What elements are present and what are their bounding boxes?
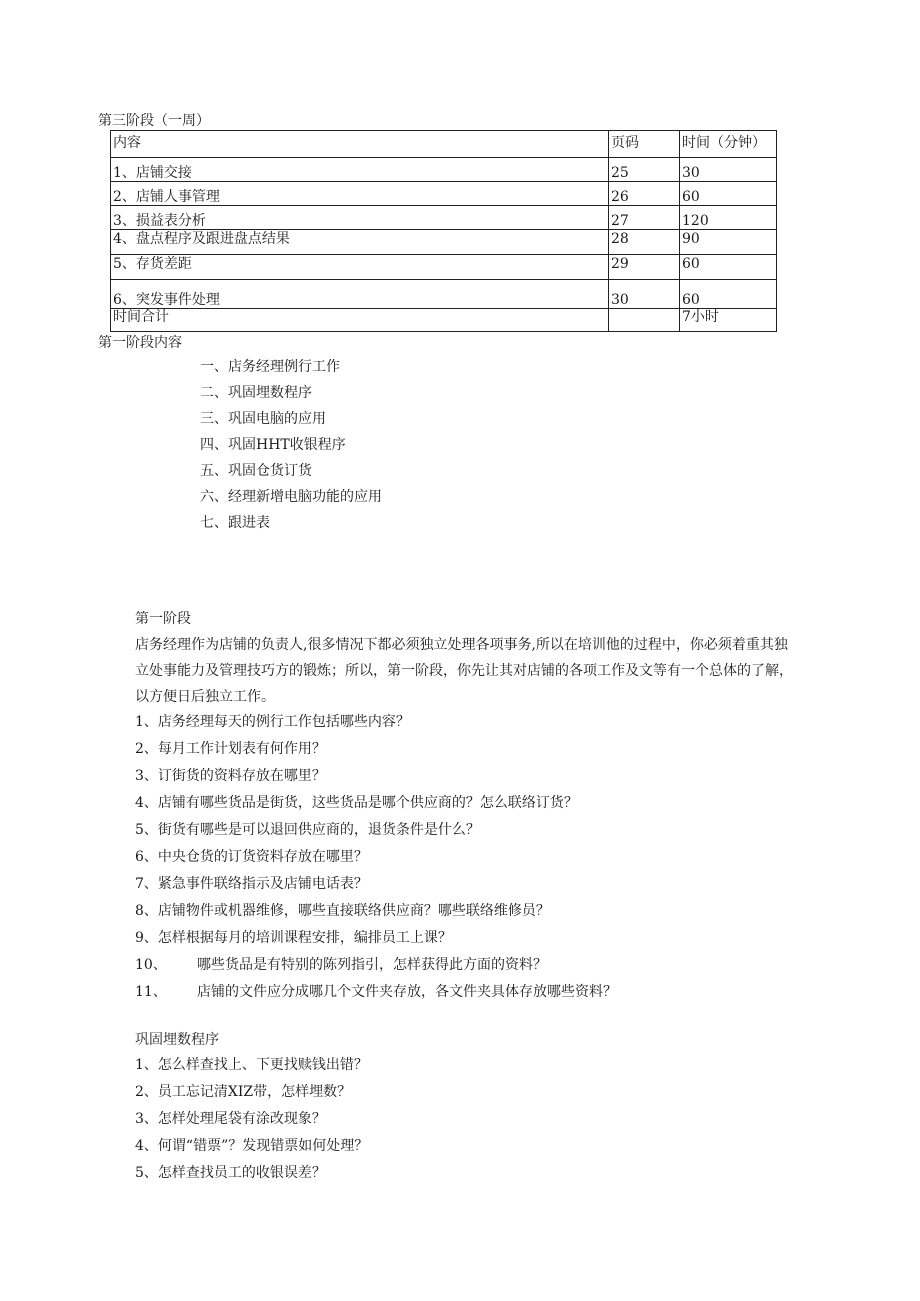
list-item: 五、巩固仓货订货 (200, 463, 312, 479)
row-content: 5、存货差距 (111, 255, 609, 280)
consolidate-questions (135, 1055, 795, 1190)
phase1-contents-list (200, 357, 382, 539)
question-text: 中央仓货的订货资料存放在哪里？ (157, 849, 368, 865)
question-number: 6、 (135, 849, 158, 865)
question-number: 4、 (135, 795, 158, 811)
list-item (135, 928, 795, 955)
list-item (135, 874, 795, 901)
phase1-title: 第一阶段 (135, 611, 191, 627)
question-number: 4、 (135, 1138, 158, 1154)
row-content: 2、店铺人事管理 (111, 182, 609, 206)
list-item: 二、巩固埋数程序 (200, 385, 312, 401)
question-text: 每月工作计划表有何作用？ (157, 741, 326, 757)
list-item (135, 1055, 795, 1082)
list-item (135, 1136, 795, 1163)
question-number: 3、 (135, 768, 158, 784)
row-page: 27 (609, 206, 680, 230)
phase1-questions (135, 712, 795, 1009)
question-text: 街货有哪些是可以退回供应商的，退货条件是什么？ (157, 822, 480, 838)
table-row (111, 280, 777, 309)
consolidate-section (135, 1030, 795, 1190)
list-item (135, 793, 795, 820)
row-time: 120 (680, 206, 777, 230)
question-number: 1、 (135, 714, 158, 730)
list-item (135, 1082, 795, 1109)
question-number: 8、 (135, 903, 158, 919)
row-time: 90 (680, 230, 777, 255)
row-time: 30 (680, 158, 777, 182)
row-content: 4、盘点程序及跟进盘点结果 (111, 230, 609, 255)
list-item (135, 739, 795, 766)
list-item: 七、跟进表 (200, 515, 270, 531)
row-content: 6、突发事件处理 (111, 280, 609, 309)
question-text: 店铺物件或机器维修，哪些直接联络供应商？哪些联络维修员？ (157, 903, 550, 919)
question-text: 紧急事件联络指示及店铺电话表？ (157, 876, 368, 892)
header-content: 内容 (111, 131, 609, 158)
table-row (111, 230, 777, 255)
question-number: 3、 (135, 1111, 158, 1127)
row-page: 29 (609, 255, 680, 280)
question-text: 怎样处理尾袋有涂改现象？ (157, 1111, 326, 1127)
list-item: 六、经理新增电脑功能的应用 (200, 489, 382, 505)
row-page: 26 (609, 182, 680, 206)
question-text: 怎样查找员工的收银误差？ (157, 1165, 326, 1181)
question-number: 11、 (135, 984, 167, 1000)
question-number: 5、 (135, 822, 158, 838)
question-text: 怎样根据每月的培训课程安排，编排员工上课？ (157, 930, 452, 946)
phase1-contents-title: 第一阶段内容 (98, 335, 182, 351)
question-text: 怎么样查找上、下更找赎钱出错？ (157, 1057, 368, 1073)
list-item (135, 712, 795, 739)
table-header-row (111, 131, 777, 158)
question-number: 9、 (135, 930, 158, 946)
list-item (135, 766, 795, 793)
row-content: 1、店铺交接 (111, 158, 609, 182)
question-text: 哪些货品是有特别的陈列指引，怎样获得此方面的资料？ (197, 957, 547, 973)
header-time: 时间（分钟） (680, 131, 777, 158)
question-number: 5、 (135, 1165, 158, 1181)
row-page: 28 (609, 230, 680, 255)
list-item (135, 901, 795, 928)
list-item (135, 955, 795, 982)
table-row (111, 206, 777, 230)
list-item: 一、店务经理例行工作 (200, 359, 340, 375)
question-number: 10、 (135, 957, 167, 973)
consolidate-title: 巩固埋数程序 (135, 1032, 219, 1048)
stage3-title: 第三阶段（一周） (98, 113, 210, 129)
row-page: 25 (609, 158, 680, 182)
question-text: 店铺有哪些货品是街货，这些货品是哪个供应商的？怎么联络订货？ (157, 795, 578, 811)
list-item: 四、巩固HHT收银程序 (200, 437, 346, 453)
header-page: 页码 (609, 131, 680, 158)
question-number: 7、 (135, 876, 158, 892)
total-page (609, 309, 680, 332)
total-label: 时间合计 (111, 309, 609, 332)
table-row (111, 158, 777, 182)
question-text: 员工忘记清XIZ带，怎样埋数？ (157, 1084, 352, 1100)
phase1-paragraph: 店务经理作为店铺的负责人,很多情况下都必须独立处理各项事务,所以在培训他的过程中，你必须着重其独立处事能力及管理技巧方的锻炼；所以，第一阶段，你先让其对店铺的各项工作及文等有一个总体的了解，以方便日后独立工作。 (135, 637, 793, 705)
list-item (135, 847, 795, 874)
row-time: 60 (680, 280, 777, 309)
question-number: 1、 (135, 1057, 158, 1073)
phase1-section (135, 609, 795, 1009)
stage3-schedule-table (110, 130, 777, 332)
question-number: 2、 (135, 1084, 158, 1100)
table-total-row (111, 309, 777, 332)
list-item: 三、巩固电脑的应用 (200, 411, 326, 427)
question-text: 何谓“错票”？发现错票如何处理？ (157, 1138, 369, 1154)
list-item (135, 1163, 795, 1190)
question-text: 店铺的文件应分成哪几个文件夹存放，各文件夹具体存放哪些资料？ (197, 984, 617, 1000)
row-time: 60 (680, 182, 777, 206)
table-row (111, 255, 777, 280)
question-number: 2、 (135, 741, 158, 757)
list-item (135, 1109, 795, 1136)
row-time: 60 (680, 255, 777, 280)
total-time: 7小时 (680, 309, 777, 332)
list-item (135, 982, 795, 1009)
question-text: 店务经理每天的例行工作包括哪些内容？ (157, 714, 410, 730)
list-item (135, 820, 795, 847)
table-row (111, 182, 777, 206)
row-content: 3、损益表分析 (111, 206, 609, 230)
question-text: 订街货的资料存放在哪里？ (157, 768, 326, 784)
row-page: 30 (609, 280, 680, 309)
